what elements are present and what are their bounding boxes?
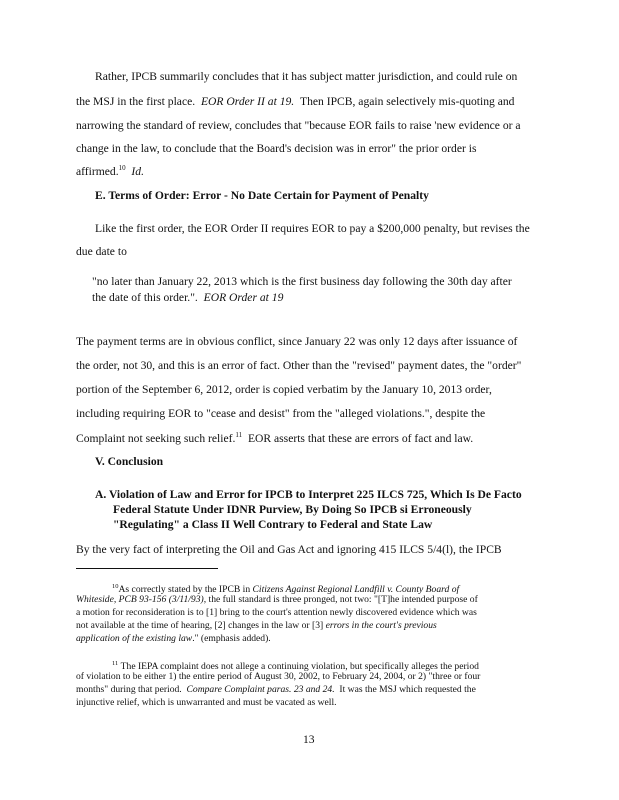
quote-line1: "no later than January 22, 2013 which is the first business day following the 30th day after <box>92 275 512 288</box>
para2-line2: due date to <box>76 245 127 258</box>
para3-line5 <box>76 426 473 448</box>
footnote11-line3-text-a: months" during that period. <box>76 684 182 695</box>
citation-eor-order: EOR Order at 19 <box>203 291 284 304</box>
para1-line1: Rather, IPCB summarily concludes that it has subject matter jurisdiction, and could rule on <box>95 70 518 83</box>
footnote10-citation-case: Citizens Against Regional Landfill v. County Board of <box>252 584 460 596</box>
citation-eor-order-ii: EOR Order II at 19. <box>200 95 295 108</box>
footnote11-line4: injunctive relief, which is unwarranted and must be vacated as well. <box>76 697 337 708</box>
footnote11-marker: 11 <box>112 660 119 667</box>
footnote-ref-10[interactable]: 10 <box>118 164 126 172</box>
footnote11-line2: of violation to be either 1) the entire period of August 30, 2002, to February 24, 2004, or 2) "three or four <box>76 671 481 682</box>
footnote10-line5-text: ." (emphasis added). <box>192 633 271 644</box>
heading-a-line3: "Regulating" a Class II Well Contrary to Federal and State Law <box>113 518 433 531</box>
para1-line2 <box>76 93 514 111</box>
footnote11-line3-text-b: It was the MSJ which requested the <box>339 684 476 695</box>
footnote10-line2 <box>76 594 478 607</box>
para3-line1: The payment terms are in obvious conflict, since January 22 was only 12 days after issuance of <box>76 335 518 348</box>
footnote-separator <box>76 568 218 569</box>
para4-line1: By the very fact of interpreting the Oil and Gas Act and ignoring 415 ILCS 5/4(l), the IPCB <box>76 543 502 556</box>
footnote10-line4 <box>76 620 437 633</box>
footnote10-line3: a motion for reconsideration is to [1] bring to the court's attention newly discovered evidence which was <box>76 607 477 618</box>
footnote10-citation-pcb: Whiteside, PCB 93-156 (3/11/93), <box>76 594 207 605</box>
para1-line2-text-b: Then IPCB, again selectively mis-quoting and <box>300 95 515 108</box>
quote-line2-text: the date of this order.". <box>92 291 198 304</box>
page-number: 13 <box>303 733 315 746</box>
footnote11-citation-complaint: Compare Complaint paras. 23 and 24. <box>186 684 335 695</box>
para2-line1: Like the first order, the EOR Order II requires EOR to pay a $200,000 penalty, but revises the <box>95 222 530 235</box>
footnote10-line2-text: the full standard is three pronged, not two: "[T]he intended purpose of <box>208 594 478 605</box>
para1-line3: narrowing the standard of review, concludes that "because EOR fails to raise 'new evidence or a <box>76 119 521 132</box>
heading-v-conclusion: V. Conclusion <box>95 455 164 468</box>
heading-a-line1: A. Violation of Law and Error for IPCB to Interpret 225 ILCS 725, Which Is De Facto <box>95 488 522 501</box>
footnote10-marker: 10 <box>112 583 119 590</box>
para3-line4: including requiring EOR to "cease and desist" from the "alleged violations.", despite the <box>76 407 486 420</box>
heading-a-line2: Federal Statute Under IDNR Purview, By Doing So IPCB si Erroneously <box>113 503 472 516</box>
quote-line2 <box>92 289 283 307</box>
para1-line5-text: affirmed. <box>76 164 119 178</box>
footnote10-line5-italic: application of the existing law <box>76 633 193 644</box>
footnote-ref-11[interactable]: 11 <box>235 431 243 439</box>
para1-line4: change in the law, to conclude that the Board's decision was in error" the prior order is <box>76 142 477 155</box>
para3-line5-text-a: Complaint not seeking such relief. <box>76 431 236 445</box>
para3-line3: portion of the September 6, 2012, order is copied verbatim by the January 10, 2013 order, <box>76 383 492 396</box>
heading-e-terms-of-order: E. Terms of Order: Error - No Date Certain for Payment of Penalty <box>95 189 429 202</box>
para1-line2-text-a: the MSJ in the first place. <box>76 95 196 108</box>
footnote10-line4-italic: errors in the court's previous <box>325 620 437 631</box>
para1-line5 <box>76 159 144 181</box>
footnote10-line4-text: not available at the time of hearing, [2] changes in the law or [3] <box>76 620 324 631</box>
footnote10-line5 <box>76 633 271 646</box>
footnote11-line3 <box>76 684 476 697</box>
citation-id: Id. <box>131 164 144 178</box>
footnote10-line1-text: As correctly stated by the IPCB in <box>118 584 251 596</box>
para3-line5-text-b: EOR asserts that these are errors of fact and law. <box>247 431 474 445</box>
footnote11-line1-text: The IEPA complaint does not allege a continuing violation, but specifically alleges the period <box>120 661 479 673</box>
para3-line2: the order, not 30, and this is an error of fact. Other than the "revised" payment dates, the "order" <box>76 359 522 372</box>
